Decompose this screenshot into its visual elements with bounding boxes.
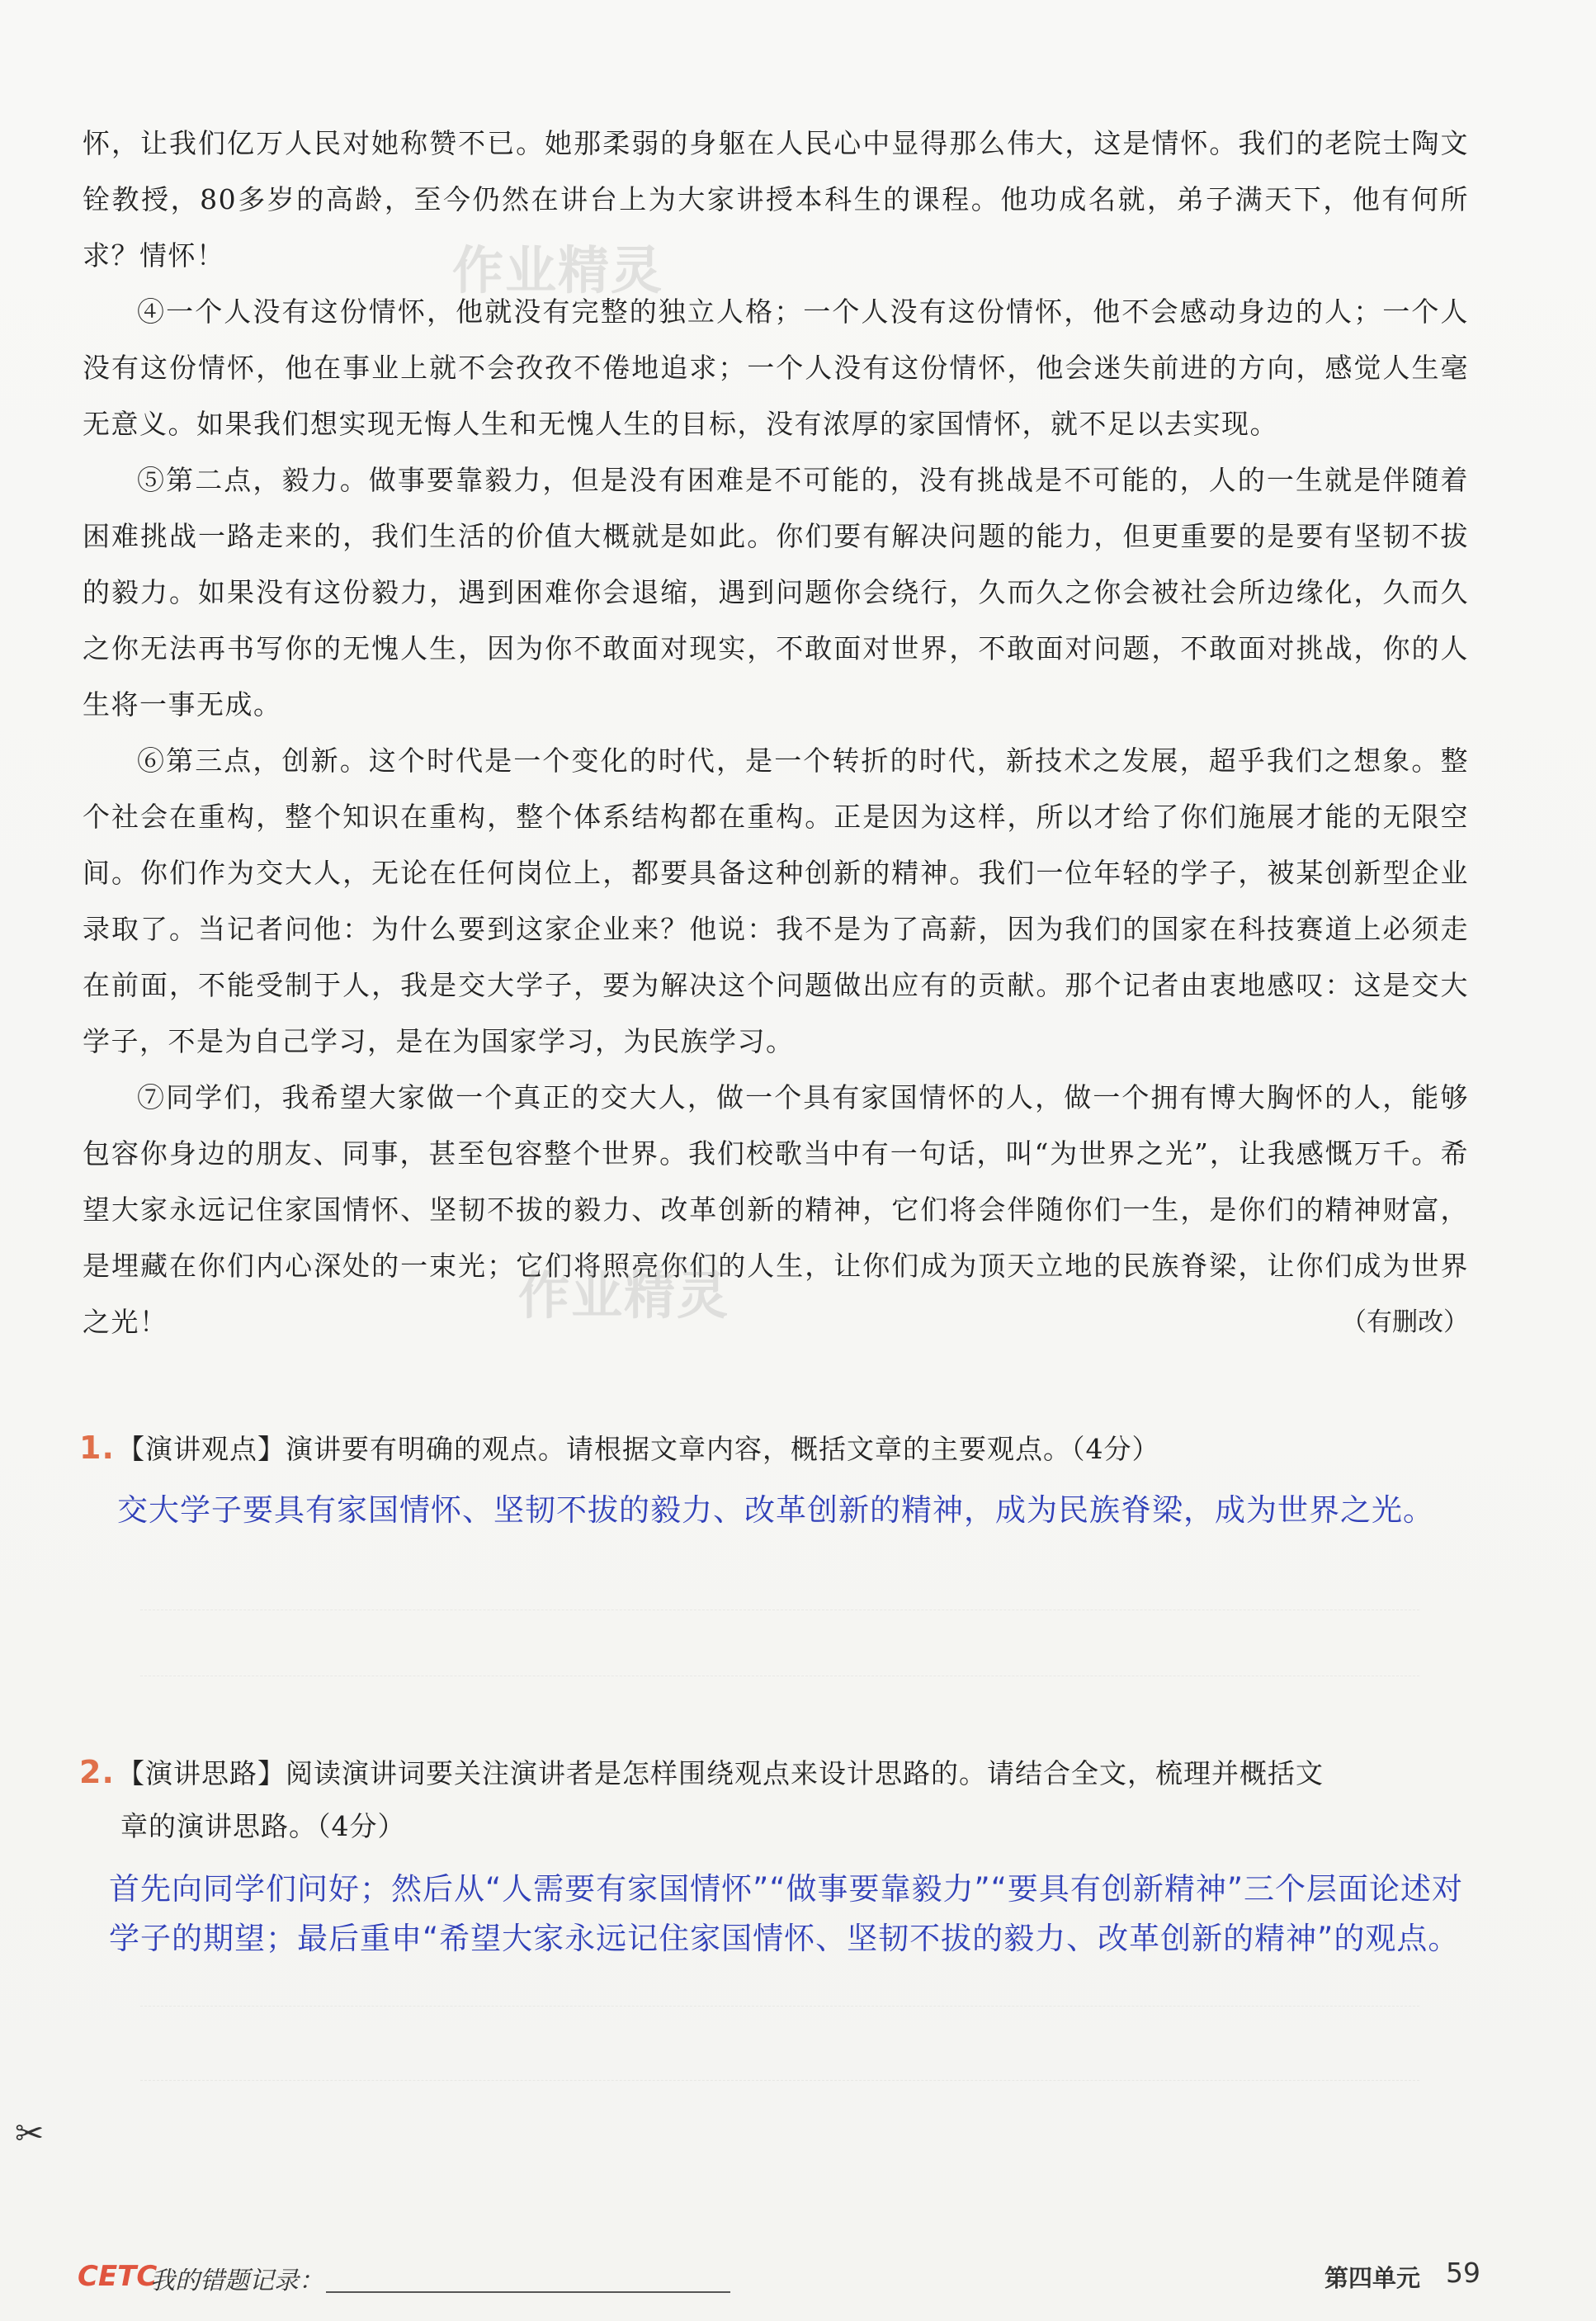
paragraph-5: ⑤第二点，毅力。做事要靠毅力，但是没有困难是不可能的，没有挑战是不可能的，人的一生就是伴随着困难挑战一路走来的，我们生活的价值大概就是如此。你们要有解决问题的能力，但更重要的是要有坚韧不拔的毅力。如果没有这份毅力，遇到困难你会退缩，遇到问题你会绕行，久而久之你会被社会所边缘化，久而久之你无法再书写你的无愧人生，因为你不敢面对现实，不敢面对世界，不敢面对问题，不敢面对挑战，你的人生将一事无成。 bbox=[83, 464, 1469, 721]
paragraph-4: ④一个人没有这份情怀，他就没有完整的独立人格；一个人没有这份情怀，他不会感动身边的人；一个人没有这份情怀，他在事业上就不会孜孜不倦地追求；一个人没有这份情怀，他会迷失前进的方向，感觉人生毫无意义。如果我们想实现无悔人生和无愧人生的目标，没有浓厚的家国情怀，就不足以去实现。 bbox=[83, 295, 1469, 440]
watermark-logo: 作业精灵 bbox=[452, 240, 664, 300]
question-2 bbox=[79, 1746, 1482, 1964]
paragraph-continued: 怀，让我们亿万人民对她称赞不已。她那柔弱的身躯在人民心中显得那么伟大，这是情怀。我们的老院士陶文铨教授，80多岁的高龄，至今仍然在讲台上为大家讲授本科生的课程。他功成名就，弟子满天下，他有何所求？情怀！ bbox=[83, 127, 1469, 272]
error-record-label: 我的错题记录： bbox=[150, 2267, 323, 2295]
handwritten-answer: 交大学子要具有家国情怀、坚韧不拔的毅力、改革创新的精神，成为民族脊梁，成为世界之光。 bbox=[117, 1492, 1434, 1528]
paragraph-7: ⑦同学们，我希望大家做一个真正的交大人，做一个具有家国情怀的人，做一个拥有博大胸怀的人，能够包容你身边的朋友、同事，甚至包容整个世界。我们校歌当中有一句话，叫“为世界之光”，让我感慨万千。希望大家永远记住家国情怀、坚韧不拔的毅力、改革创新的精神，它们将会伴随你们一生，是你们的精神财富，是埋藏在你们内心深处的一束光；它们将照亮你们的人生，让你们成为顶天立地的民族脊梁，让你们成为世界之光！ bbox=[83, 1081, 1469, 1338]
question-prompt: 【演讲思路】阅读演讲词要关注演讲者是怎样围绕观点来设计思路的。请结合全文，梳理并概括文 bbox=[117, 1757, 1324, 1789]
question-number: 2. bbox=[79, 1754, 115, 1790]
answer-rule bbox=[140, 2006, 1419, 2007]
brand-logo: CETC bbox=[78, 2260, 158, 2293]
source-note: （有删改） bbox=[1341, 1307, 1469, 1337]
question-number: 1. bbox=[79, 1430, 115, 1466]
error-record-line bbox=[326, 2291, 730, 2293]
watermark-logo: 作业精灵 bbox=[518, 1265, 730, 1326]
article-body bbox=[83, 116, 1469, 1350]
answer-rule bbox=[140, 2080, 1419, 2081]
question-prompt: 【演讲观点】演讲要有明确的观点。请根据文章内容，概括文章的主要观点。（4分） bbox=[117, 1433, 1160, 1465]
page-number: 59 bbox=[1446, 2257, 1480, 2289]
question-prompt-continued: 章的演讲思路。（4分） bbox=[120, 1810, 406, 1842]
question-1 bbox=[79, 1421, 1482, 1535]
scissors-icon: ✂ bbox=[15, 2113, 45, 2153]
handwritten-answer: 首先向同学们问好；然后从“人需要有家国情怀”“做事要靠毅力”“要具有创新精神”三个层面论述对学子的期望；最后重申“希望大家永远记住家国情怀、坚韧不拔的毅力、改革创新的精神”的观点。 bbox=[109, 1871, 1464, 1956]
paragraph-6: ⑥第三点，创新。这个时代是一个变化的时代，是一个转折的时代，新技术之发展，超乎我们之想象。整个社会在重构，整个知识在重构，整个体系结构都在重构。正是因为这样，所以才给了你们施展才能的无限空间。你们作为交大人，无论在任何岗位上，都要具备这种创新的精神。我们一位年轻的学子，被某创新型企业录取了。当记者问他：为什么要到这家企业来？他说：我不是为了高薪，因为我们的国家在科技赛道上必须走在前面，不能受制于人，我是交大学子，要为解决这个问题做出应有的贡献。那个记者由衷地感叹：这是交大学子，不是为自己学习，是在为国家学习，为民族学习。 bbox=[83, 745, 1469, 1057]
unit-label: 第四单元 bbox=[1324, 2264, 1421, 2292]
